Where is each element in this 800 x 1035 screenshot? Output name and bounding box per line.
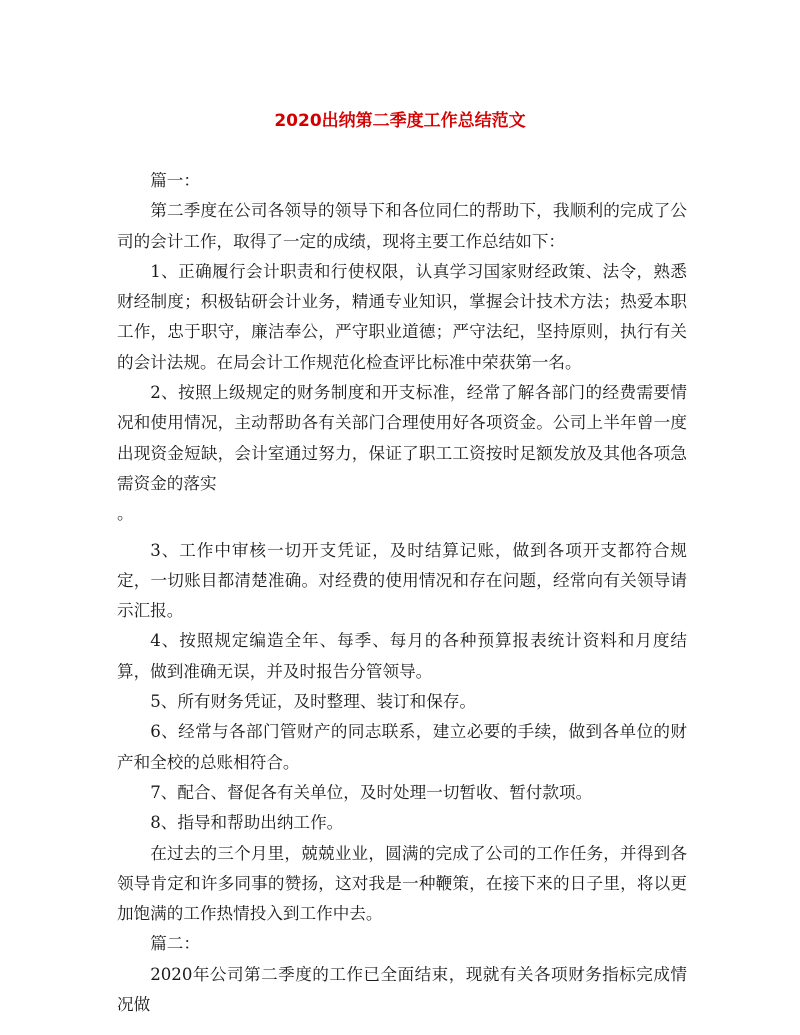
paragraph-item-7: 7、配合、督促各有关单位，及时处理一切暂收、暂付款项。 — [150, 782, 593, 802]
paragraph-item-8: 8、指导和帮助出纳工作。 — [150, 813, 344, 833]
section-heading-1: 篇一： — [150, 171, 200, 190]
paragraph-item-2: 2、按照上级规定的财务制度和开支标准，经常了解各部门的经费需要情况和使用情况，主动帮助各有关部门合理使用好各项资金。公司上半年曾一度出现资金短缺，会计室通过努力，保证了职工工资按时足额发放及其他各项急需资金的落实 — [117, 383, 687, 493]
paragraph-item-2-trailing: 。 — [117, 504, 134, 524]
paragraph-part2-intro: 2020年公司第二季度的工作已全面结束，现就有关各项财务指标完成情况做 — [117, 964, 687, 1015]
paragraph-summary: 在过去的三个月里，兢兢业业，圆满的完成了公司的工作任务，并得到各领导肯定和许多同事的赞扬，这对我是一种鞭策，在接下来的日子里，将以更加饱满的工作热情投入到工作中去。 — [117, 843, 687, 924]
document-body — [117, 166, 687, 1020]
paragraph-item-5: 5、所有财务凭证，及时整理、装订和保存。 — [150, 692, 477, 712]
paragraph-item-6: 6、经常与各部门管财产的同志联系，建立必要的手续，做到各单位的财产和全校的总账相符合。 — [117, 722, 687, 772]
section-heading-2: 篇二： — [150, 934, 200, 954]
paragraph-item-1: 1、正确履行会计职责和行使权限，认真学习国家财经政策、法令，熟悉财经制度；积极钻研会计业务，精通专业知识，掌握会计技术方法；热爱本职工作，忠于职守，廉洁奉公，严守职业道德；严守法纪，坚持原则，执行有关的会计法规。在局会计工作规范化检查评比标准中荣获第一名。 — [117, 261, 687, 372]
paragraph-item-4: 4、按照规定编造全年、每季、每月的各种预算报表统计资料和月度结算，做到准确无误，并及时报告分管领导。 — [117, 631, 687, 681]
paragraph-intro: 第二季度在公司各领导的领导下和各位同仁的帮助下，我顺利的完成了公司的会计工作，取得了一定的成绩，现将主要工作总结如下： — [117, 201, 687, 251]
paragraph-item-3: 3、工作中审核一切开支凭证，及时结算记账，做到各项开支都符合规定，一切账目都清楚准确。对经费的使用情况和存在问题，经常向有关领导请示汇报。 — [117, 540, 687, 621]
document-title: 2020出纳第二季度工作总结范文 — [274, 111, 526, 131]
